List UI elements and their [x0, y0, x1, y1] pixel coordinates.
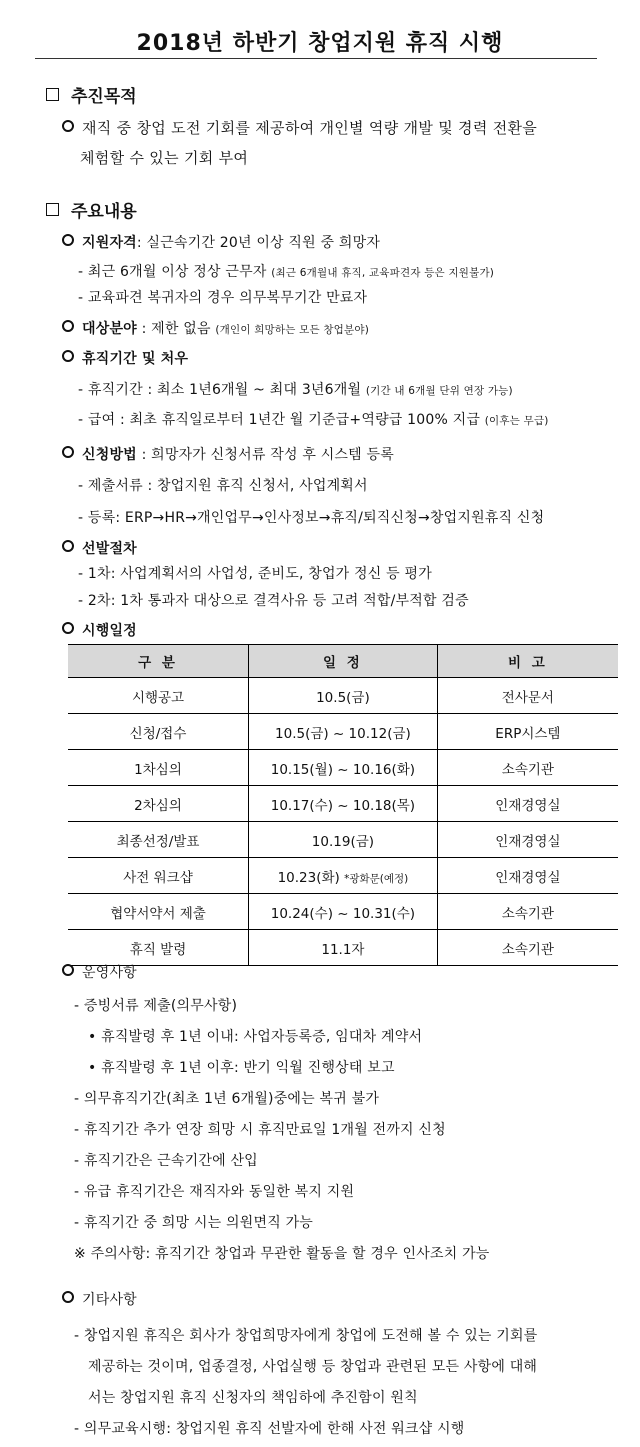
- row-item: 1차심의: [68, 750, 249, 786]
- circle-bullet-icon: [62, 1291, 74, 1303]
- apply-item-2: - 등록: ERP→HR→개인업무→인사정보→휴직/퇴직신청→창업지원휴직 신청: [78, 510, 545, 526]
- row-date: [249, 786, 438, 822]
- circle-bullet-icon: [62, 622, 74, 634]
- row-item: 2차심의: [68, 786, 249, 822]
- row-date: [249, 678, 438, 714]
- table-row: [68, 786, 618, 822]
- section-main-label: 주요내용: [71, 202, 137, 222]
- apply-item-1: - 제출서류 : 창업지원 휴직 신청서, 사업계획서: [78, 478, 368, 494]
- section-main-heading: [46, 197, 137, 222]
- eligibility-item-2: - 교육파견 복귀자의 경우 의무복무기간 만료자: [78, 290, 368, 306]
- purpose-line-2: 체험할 수 있는 기회 부여: [80, 149, 249, 167]
- row-date-text: 10.19(금): [311, 833, 375, 850]
- row-remark: 소속기관: [437, 750, 618, 786]
- header-schedule: 일 정: [249, 645, 438, 678]
- table-row: [68, 930, 618, 966]
- circle-bullet-icon: [62, 234, 74, 246]
- period-label: 휴직기간 및 처우: [82, 351, 189, 367]
- operation-item-3: • 휴직발령 후 1년 이후: 반기 익월 진행상태 보고: [88, 1060, 395, 1076]
- row-date: [249, 894, 438, 930]
- circle-bullet-icon: [62, 540, 74, 552]
- operation-item-2: • 휴직발령 후 1년 이내: 사업자등록증, 임대차 계약서: [88, 1029, 423, 1045]
- purpose-text-1: 재직 중 창업 도전 기회를 제공하여 개인별 역량 개발 및 경력 전환을: [82, 119, 538, 137]
- eligibility-line: [62, 232, 380, 252]
- selection-line: [62, 538, 137, 558]
- section-purpose-heading: [46, 82, 137, 107]
- row-remark: 인재경영실: [437, 786, 618, 822]
- operation-caution: ※ 주의사항: 휴직기간 창업과 무관한 활동을 할 경우 인사조치 가능: [74, 1246, 490, 1262]
- row-remark: 소속기관: [437, 894, 618, 930]
- eligibility-item-1: [78, 261, 494, 281]
- field-line: [62, 318, 369, 338]
- selection-item-1: - 1차: 사업계획서의 사업성, 준비도, 창업가 정신 등 평가: [78, 566, 432, 582]
- selection-item-2: - 2차: 1차 통과자 대상으로 결격사유 등 고려 적합/부적합 검증: [78, 593, 469, 609]
- operation-item-8: - 휴직기간 중 희망 시는 의원면직 가능: [74, 1215, 314, 1231]
- etc-item-1: - 창업지원 휴직은 회사가 창업희망자에게 창업에 도전해 볼 수 있는 기회를: [74, 1328, 538, 1344]
- row-date-text: 10.24(수) ~ 10.31(수): [270, 905, 416, 922]
- apply-text: : 희망자가 신청서류 작성 후 시스템 등록: [141, 447, 394, 463]
- operation-label: 운영사항: [82, 965, 137, 981]
- row-item: 최종선정/발표: [68, 822, 249, 858]
- operation-line: [62, 962, 137, 982]
- circle-bullet-icon: [62, 120, 74, 132]
- row-date-text: 11.1자: [321, 941, 365, 958]
- etc-item-2: - 의무교육시행: 창업지원 휴직 선발자에 한해 사전 워크샵 시행: [74, 1421, 465, 1437]
- row-item: 협약서약서 제출: [68, 894, 249, 930]
- row-date-text: 10.5(금): [316, 689, 370, 706]
- table-row: [68, 678, 618, 714]
- etc-line: [62, 1289, 137, 1309]
- row-date-text: 10.17(수) ~ 10.18(목): [270, 797, 416, 814]
- etc-label: 기타사항: [82, 1292, 137, 1308]
- row-date: [249, 858, 438, 894]
- row-item: 시행공고: [68, 678, 249, 714]
- table-row: [68, 894, 618, 930]
- operation-item-4: - 의무휴직기간(최초 1년 6개월)중에는 복귀 불가: [74, 1091, 380, 1107]
- page-title: 2018년 하반기 창업지원 휴직 시행: [136, 31, 504, 56]
- eligibility-item-1-note: (최근 6개월내 휴직, 교육파견자 등은 지원불가): [271, 267, 495, 279]
- period-item-2: [78, 409, 549, 429]
- header-remark: 비 고: [437, 645, 618, 678]
- operation-item-7: - 유급 휴직기간은 재직자와 동일한 복지 지원: [74, 1184, 355, 1200]
- period-item-1: [78, 379, 513, 399]
- selection-label: 선발절차: [82, 541, 137, 557]
- etc-item-1-cont-1: 제공하는 것이며, 업종결정, 사업실행 등 창업과 관련된 모든 사항에 대해: [88, 1359, 538, 1375]
- period-item-1-text: - 휴직기간 : 최소 1년6개월 ~ 최대 3년6개월: [78, 382, 362, 398]
- table-row: [68, 858, 618, 894]
- operation-item-5: - 휴직기간 추가 연장 희망 시 휴직만료일 1개월 전까지 신청: [74, 1122, 446, 1138]
- row-date: [249, 714, 438, 750]
- title-divider: [35, 58, 597, 59]
- field-note: (개인이 희망하는 모든 창업분야): [215, 324, 370, 336]
- header-category: 구 분: [68, 645, 249, 678]
- etc-item-1-cont-2: 서는 창업지원 휴직 신청자의 책임하에 추진함이 원칙: [88, 1390, 418, 1406]
- circle-bullet-icon: [62, 964, 74, 976]
- period-item-2-note: (이후는 무급): [484, 415, 549, 427]
- period-line: [62, 348, 188, 368]
- schedule-label: 시행일정: [82, 623, 137, 639]
- table-row: [68, 750, 618, 786]
- row-date-note: *광화문(예정): [344, 872, 409, 885]
- row-item: 사전 워크샵: [68, 858, 249, 894]
- table-row: [68, 822, 618, 858]
- row-item: 휴직 발령: [68, 930, 249, 966]
- circle-bullet-icon: [62, 320, 74, 332]
- eligibility-label: 지원자격: [82, 235, 137, 251]
- row-date-text: 10.23(화): [277, 869, 340, 886]
- apply-label: 신청방법: [82, 447, 137, 463]
- row-remark: 인재경영실: [437, 822, 618, 858]
- schedule-line: [62, 620, 137, 640]
- row-remark: 인재경영실: [437, 858, 618, 894]
- apply-line: [62, 444, 394, 464]
- square-bullet-icon: [46, 88, 59, 101]
- square-bullet-icon: [46, 203, 59, 216]
- section-purpose-label: 추진목적: [71, 87, 137, 107]
- operation-item-1: - 증빙서류 제출(의무사항): [74, 998, 238, 1014]
- field-label: 대상분야: [82, 321, 137, 337]
- schedule-header-row: [68, 645, 618, 678]
- row-date: [249, 930, 438, 966]
- purpose-line-1: [62, 117, 537, 138]
- schedule-table: [68, 644, 618, 966]
- eligibility-item-1-text: - 최근 6개월 이상 정상 근무자: [78, 264, 267, 280]
- row-date: [249, 822, 438, 858]
- period-item-1-note: (기간 내 6개월 단위 연장 가능): [365, 385, 513, 397]
- row-date: [249, 750, 438, 786]
- eligibility-text: : 실근속기간 20년 이상 직원 중 희망자: [136, 235, 381, 251]
- row-date-text: 10.5(금) ~ 10.12(금): [275, 725, 411, 742]
- table-row: [68, 714, 618, 750]
- row-date-text: 10.15(월) ~ 10.16(화): [270, 761, 416, 778]
- row-remark: 전사문서: [437, 678, 618, 714]
- period-item-2-text: - 급여 : 최초 휴직일로부터 1년간 월 기준급+역량급 100% 지급: [78, 412, 481, 428]
- field-text: : 제한 없음: [141, 321, 211, 337]
- operation-item-6: - 휴직기간은 근속기간에 산입: [74, 1153, 258, 1169]
- row-item: 신청/접수: [68, 714, 249, 750]
- circle-bullet-icon: [62, 350, 74, 362]
- circle-bullet-icon: [62, 446, 74, 458]
- row-remark: 소속기관: [437, 930, 618, 966]
- row-remark: ERP시스템: [437, 714, 618, 750]
